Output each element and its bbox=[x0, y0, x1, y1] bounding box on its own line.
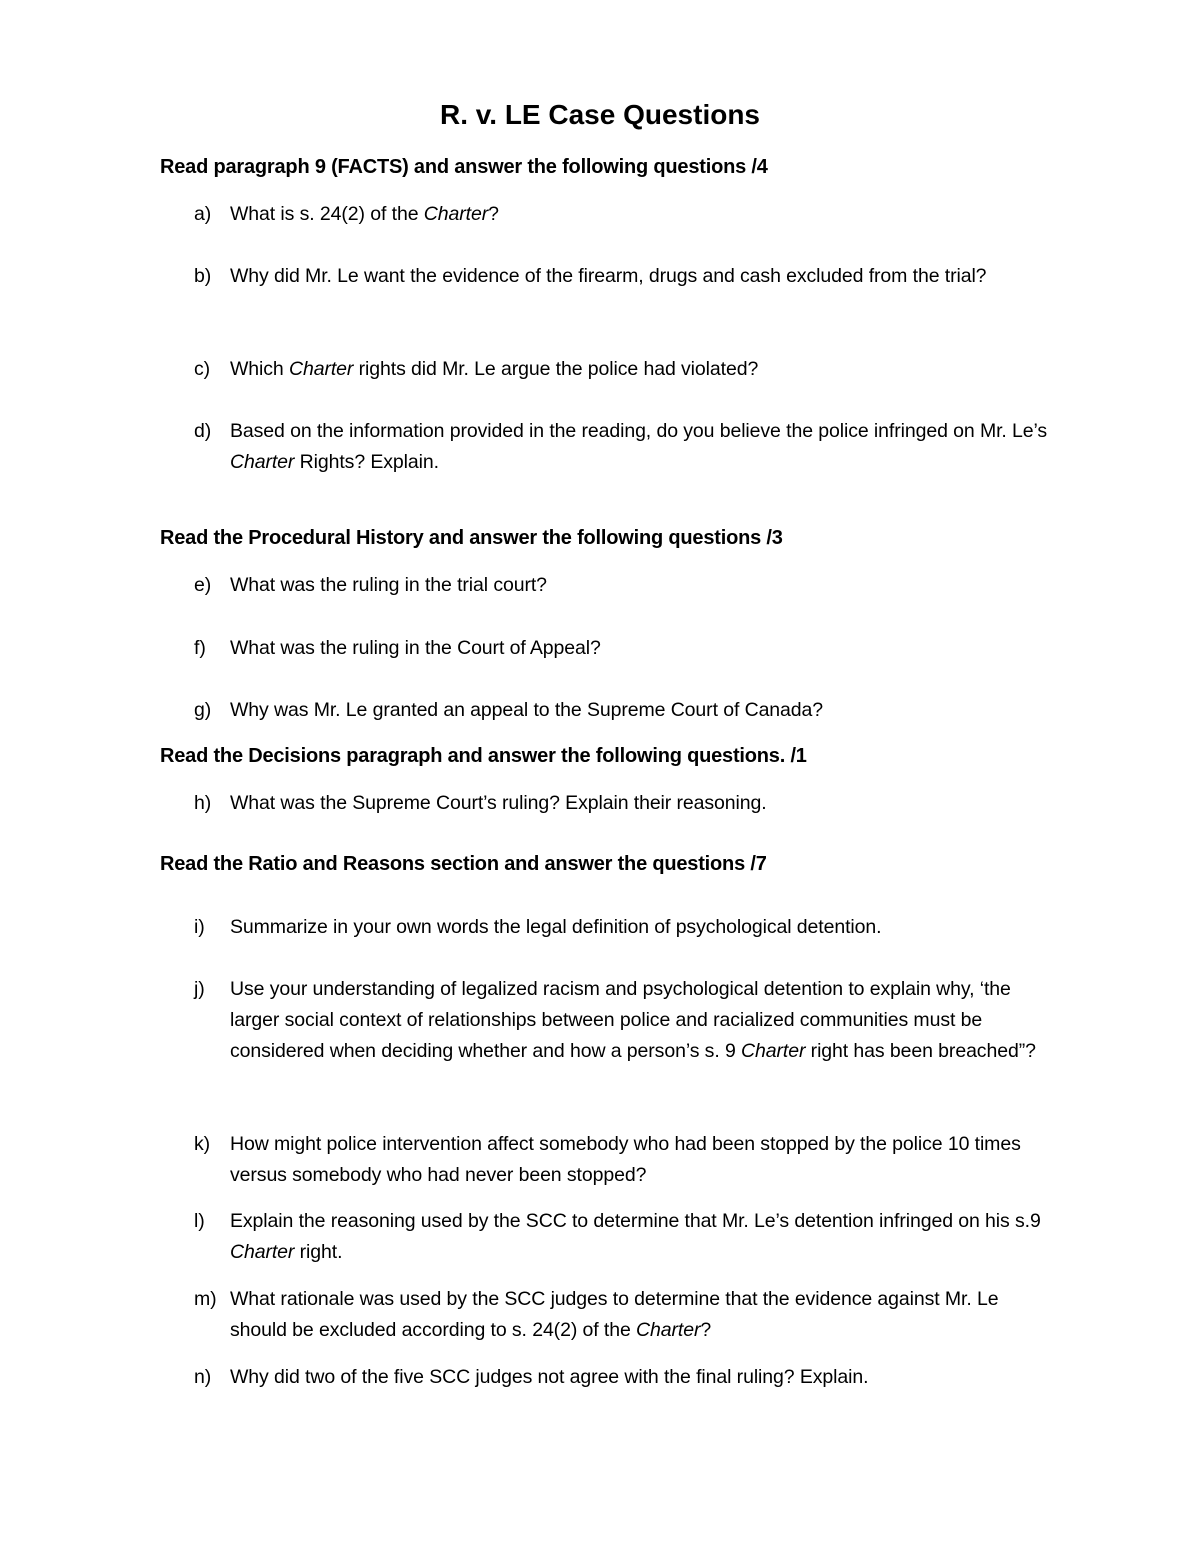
question-text-part: Explain the reasoning used by the SCC to determine that Mr. Le’s detention infringed on his s.9 bbox=[230, 1210, 1041, 1232]
section-heading: Read the Ratio and Reasons section and answer the questions /7 bbox=[160, 853, 767, 875]
question-letter: j) bbox=[194, 978, 205, 1000]
question-text bbox=[230, 354, 1060, 385]
question-text bbox=[230, 974, 1060, 1067]
question-text-part: Why did two of the five SCC judges not agree with the final ruling? Explain. bbox=[230, 1366, 869, 1388]
question-text-part: What is s. 24(2) of the bbox=[230, 203, 424, 225]
question-text-part: Which bbox=[230, 358, 289, 380]
question-text bbox=[230, 695, 1060, 726]
question-text bbox=[230, 199, 1060, 230]
question-text-part: ? bbox=[700, 1319, 712, 1341]
question-letter: d) bbox=[194, 420, 212, 442]
section-heading: Read the Decisions paragraph and answer the following questions. /1 bbox=[160, 745, 807, 767]
question-text bbox=[230, 1362, 1060, 1393]
question-letter: n) bbox=[194, 1366, 212, 1388]
question-text bbox=[230, 1129, 1060, 1191]
question-text bbox=[230, 1206, 1060, 1268]
question-letter: a) bbox=[194, 203, 212, 225]
question-text-part: What was the Supreme Court’s ruling? Explain their reasoning. bbox=[230, 792, 767, 814]
question-text bbox=[230, 570, 1060, 601]
question-text bbox=[230, 912, 1060, 943]
question-letter: b) bbox=[194, 265, 212, 287]
question-letter: g) bbox=[194, 699, 212, 721]
question-text-part: Why was Mr. Le granted an appeal to the Supreme Court of Canada? bbox=[230, 699, 824, 721]
question-letter: e) bbox=[194, 574, 212, 596]
question-letter: f) bbox=[194, 637, 206, 659]
question-letter: c) bbox=[194, 358, 211, 380]
question-letter: l) bbox=[194, 1210, 205, 1232]
question-text bbox=[230, 788, 1060, 819]
section-heading: Read the Procedural History and answer the following questions /3 bbox=[160, 527, 783, 549]
question-text-part: ? bbox=[488, 203, 499, 225]
question-text-part: Based on the information provided in the reading, do you believe the police infringed on Mr. Le’s bbox=[230, 420, 1048, 442]
question-text bbox=[230, 261, 1060, 292]
question-text-part: right. bbox=[294, 1241, 343, 1263]
italic-term: Charter bbox=[636, 1319, 701, 1341]
question-text bbox=[230, 633, 1060, 664]
question-letter: m) bbox=[194, 1288, 217, 1310]
question-text-part: Why did Mr. Le want the evidence of the firearm, drugs and cash excluded from the trial? bbox=[230, 265, 987, 287]
section-heading: Read paragraph 9 (FACTS) and answer the following questions /4 bbox=[160, 156, 768, 178]
question-letter: h) bbox=[194, 792, 212, 814]
italic-term: Charter bbox=[741, 1040, 806, 1062]
question-text-part: What rationale was used by the SCC judges to determine that the evidence against Mr. Le should be excluded according to s. 24(2) of the bbox=[230, 1288, 999, 1341]
italic-term: Charter bbox=[423, 203, 489, 225]
question-text-part: Rights? Explain. bbox=[294, 451, 439, 473]
question-text-part: What was the ruling in the trial court? bbox=[230, 574, 547, 596]
question-text-part: rights did Mr. Le argue the police had violated? bbox=[353, 358, 759, 380]
question-text-part: How might police intervention affect somebody who had been stopped by the police 10 times versus somebody who had never been stopped? bbox=[230, 1133, 1021, 1186]
italic-term: Charter bbox=[289, 358, 354, 380]
question-text-part: Summarize in your own words the legal definition of psychological detention. bbox=[230, 916, 882, 938]
question-text-part: What was the ruling in the Court of Appeal? bbox=[230, 637, 601, 659]
question-text-part: right has been breached”? bbox=[805, 1040, 1036, 1062]
question-text bbox=[230, 416, 1060, 478]
document-title: R. v. LE Case Questions bbox=[439, 99, 761, 130]
italic-term: Charter bbox=[230, 1241, 295, 1263]
question-text-part: Use your understanding of legalized racism and psychological detention to explain why, ‘the larger social context of relationships between police and racialized communities must be considered when deciding whether and how a person’s s. 9 bbox=[230, 978, 1011, 1062]
italic-term: Charter bbox=[230, 451, 295, 473]
question-text bbox=[230, 1284, 1060, 1346]
question-letter: i) bbox=[194, 916, 205, 938]
question-letter: k) bbox=[194, 1133, 211, 1155]
